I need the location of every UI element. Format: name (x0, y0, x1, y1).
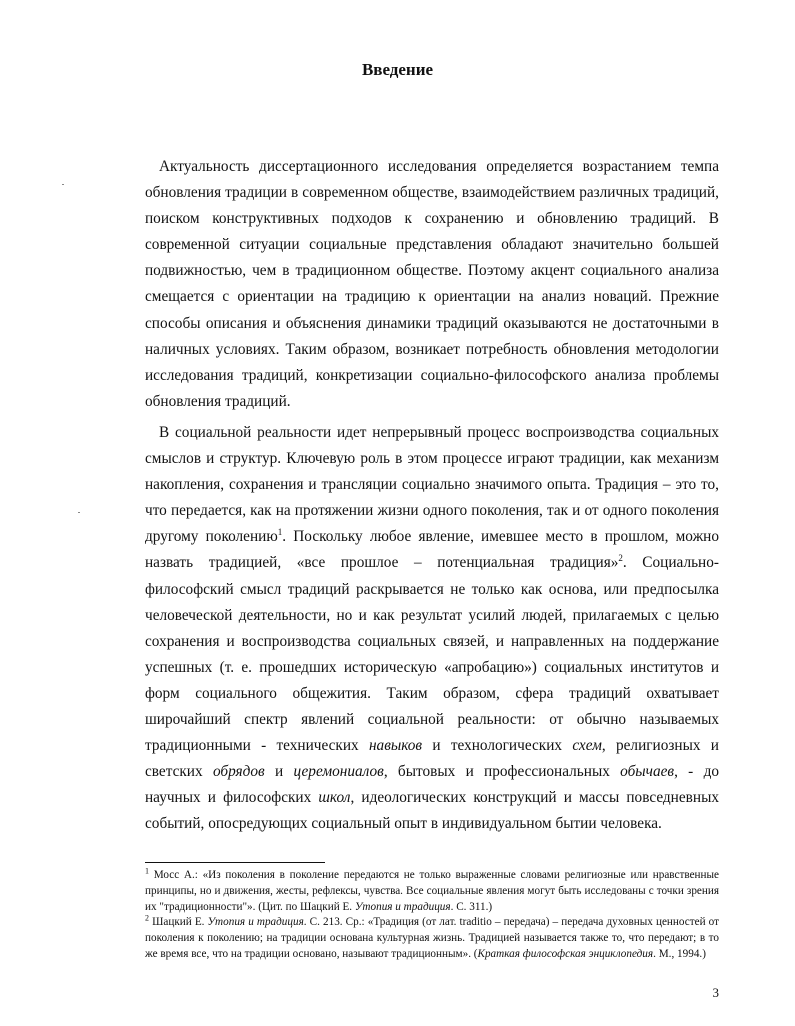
text-run: . Поскольку любое явление, имевшее место в прошлом, можно назвать традицией, «все прошлое – потенциальная традиция» (145, 528, 719, 572)
italic-term: Краткая философская энциклопедия (477, 947, 654, 960)
italic-term: Утопия и традиция (207, 916, 304, 929)
page-title: Введение (361, 60, 434, 79)
scan-speck (62, 184, 64, 185)
footnote-ref: 1 (277, 527, 283, 538)
text-run: В социальной реальности идет непрерывный процесс воспроизводства социальных смыслов и структур. Ключевую роль в этом процессе играют традиции, как механизм накопления, сохранения и трансляции социально значимого опыта. Традиция – это то, что передается, как на протяжении жизни одного поколения, так и от одного поколения другому поколению (145, 423, 719, 546)
page-number: 3 (712, 985, 719, 1000)
footnote-ref: 2 (618, 553, 623, 564)
italic-term: Утопия и традиция (354, 900, 451, 913)
paragraph (145, 154, 719, 415)
text-run: , - до научных и философских (145, 763, 720, 807)
text-run: . Социально-философский смысл традиций раскрывается не только как основа, или предпосылка человеческой деятельности, но и как результат усилий людей, прилагаемых с целью сохранения и воспроизводства социальных связей, и направленных на поддержание успешных (т. е. прошедших историческую «апробацию») социальных институтов и форм социального общежития. Таким образом, сфера традиций охватывает широчайший спектр явлений социальной реальности: от обычно называемых традиционными - технических (145, 554, 719, 755)
footnotes (145, 868, 719, 963)
text-run: , бытовых и профессиональных (383, 763, 621, 781)
footnote-separator (145, 862, 325, 863)
text-run: Актуальность диссертационного исследования определяется возрастанием темпа обновления традиции в современном обществе, взаимодействием различных традиций, поиском конструктивных подходов к сохранению и обновлению традиций. В современной ситуации социальные представления обладают значительно большей подвижностью, чем в традиционном обществе. Поэтому акцент социального анализа смещается с ориентации на традицию к ориентации на анализ новаций. Прежние способы описания и объяснения динамики традиций оказываются не достаточными в наличных условиях. Таким образом, возникает потребность обновления методологии исследования традиций, конкретизации социально-философского анализа проблемы обновления традиций. (145, 158, 719, 410)
paragraph (145, 420, 719, 838)
text-run: и (264, 763, 294, 781)
text-run: Шацкий Е. (149, 916, 208, 929)
italic-term: обрядов (212, 763, 265, 781)
footnote-ref: 2 (145, 913, 149, 923)
scan-speck (78, 512, 80, 513)
text-run: Мосс А.: «Из поколения в поколение передаются не только выраженные словами религиозные или нравственные принципы, но и движения, жесты, рефлексы, чувства. Все социальные явления могут быть исследованы с точки зрения их "традиционности"». (Цит. по Шацкий Е. (145, 869, 719, 913)
italic-term: церемониалов (293, 763, 384, 781)
text-run: , идеологических конструкций и массы повседневных событий, опосредующих социальный опыт в индивидуальном бытии человека. (145, 789, 719, 833)
text-run: и технологических (422, 737, 573, 755)
italic-term: схем (572, 737, 602, 755)
text-run: , религиозных и светских (145, 737, 719, 781)
footnote (145, 915, 719, 962)
footnote-ref: 1 (145, 866, 149, 876)
italic-term: обычаев (620, 763, 675, 781)
text-run: . С. 311.) (450, 900, 493, 913)
text-run: . М., 1994.) (653, 947, 706, 960)
text-run: . С. 213. Ср.: «Традиция (от лат. traditio – передача) – передача духовных ценностей от поколения к поколению; на традиции основана культурная жизнь. Традицией называется также то, что передают; в то же время все, что на традиции основано, называют традиционным». ( (145, 916, 720, 960)
main-text (145, 154, 719, 837)
italic-term: навыков (368, 737, 423, 755)
italic-term: школ (318, 789, 351, 807)
footnote (145, 868, 719, 915)
